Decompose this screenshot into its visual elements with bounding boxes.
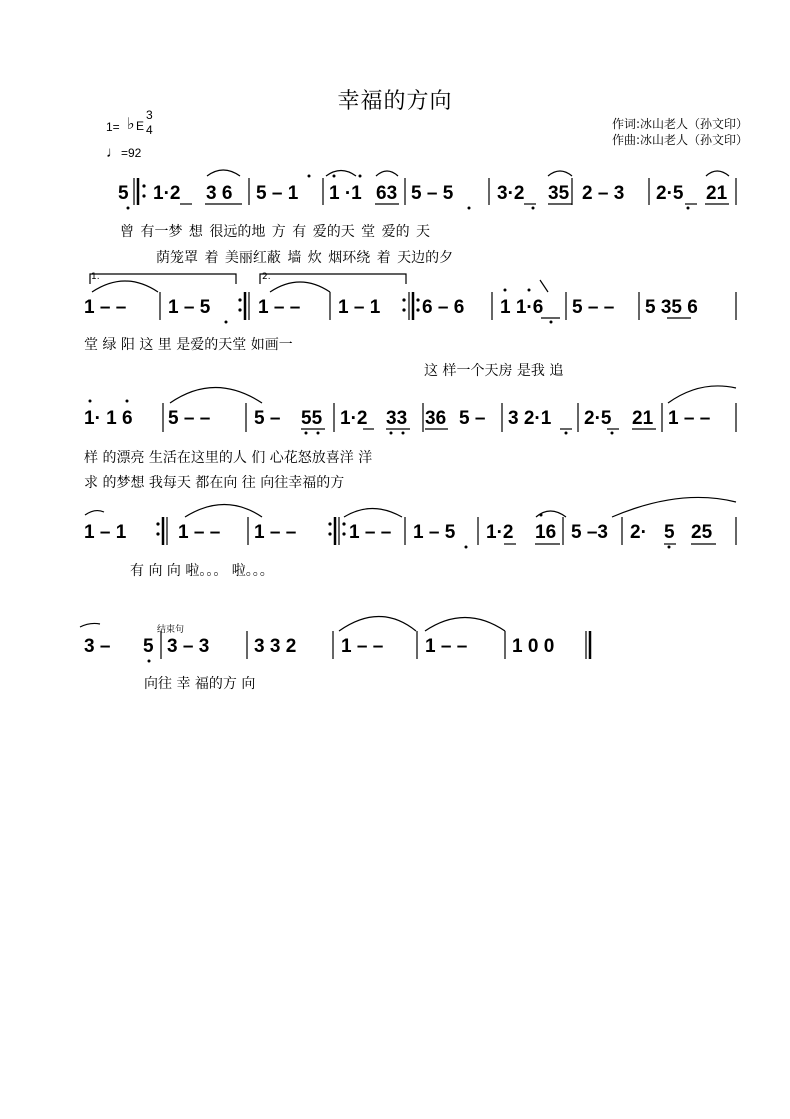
volta-second: 2. bbox=[262, 272, 271, 282]
svg-text:5 –: 5 – bbox=[459, 408, 486, 429]
svg-text:1· 1 6: 1· 1 6 bbox=[84, 408, 133, 429]
svg-text:1 – 5: 1 – 5 bbox=[413, 522, 456, 543]
svg-text:5 –: 5 – bbox=[254, 408, 281, 429]
tempo-value: =92 bbox=[121, 146, 142, 160]
svg-text:5: 5 bbox=[143, 636, 154, 657]
svg-text:5 35 6: 5 35 6 bbox=[645, 297, 698, 318]
svg-text:3 2·1: 3 2·1 bbox=[508, 408, 552, 429]
volta-first: 1. bbox=[91, 272, 100, 282]
svg-text:1 – –: 1 – – bbox=[84, 297, 127, 318]
lyric-line-5a: 向往 幸 福的方 向 bbox=[144, 676, 256, 692]
time-bottom: 4 bbox=[146, 123, 153, 137]
svg-text:1 – 5: 1 – 5 bbox=[168, 297, 211, 318]
key-note: E bbox=[136, 119, 145, 133]
svg-text:63: 63 bbox=[376, 183, 398, 204]
svg-text:1 – 1: 1 – 1 bbox=[84, 522, 127, 543]
svg-text:2 – 3: 2 – 3 bbox=[582, 183, 625, 204]
svg-text:35: 35 bbox=[548, 183, 570, 204]
svg-text:1·2: 1·2 bbox=[486, 522, 514, 543]
lyricist-credit: 作词:冰山老人（孙文印） bbox=[612, 117, 749, 131]
svg-text:1 – –: 1 – – bbox=[178, 522, 221, 543]
svg-text:5 – 1: 5 – 1 bbox=[256, 183, 299, 204]
svg-text:5 – –: 5 – – bbox=[572, 297, 615, 318]
ending-mark: 结束句 bbox=[157, 625, 185, 635]
svg-text:16: 16 bbox=[535, 522, 557, 543]
svg-text:1 – –: 1 – – bbox=[341, 636, 384, 657]
song-title: 幸福的方向 bbox=[337, 89, 453, 114]
svg-text:1 ·1: 1 ·1 bbox=[329, 183, 362, 204]
quarter-note-icon: ♩ bbox=[106, 144, 121, 161]
svg-text:1 1·6: 1 1·6 bbox=[500, 297, 544, 318]
lyric-line-4a: 有 向 向 啦。。。 啦。。。 bbox=[130, 563, 274, 579]
lyric-line-1a: 曾 有一梦 想 很远的地 方 有 爱的天 堂 爱的 天 bbox=[120, 224, 431, 240]
svg-text:2·5: 2·5 bbox=[656, 183, 684, 204]
svg-text:1 – 1: 1 – 1 bbox=[338, 297, 381, 318]
svg-text:21: 21 bbox=[706, 183, 728, 204]
svg-text:1 – –: 1 – – bbox=[668, 408, 711, 429]
svg-text:5: 5 bbox=[118, 183, 129, 204]
lyric-line-3a: 样 的漂亮 生活在这里的人 们 心花怒放喜洋 洋 bbox=[84, 450, 373, 466]
time-top: 3 bbox=[146, 108, 153, 122]
svg-text:25: 25 bbox=[691, 522, 713, 543]
svg-text:1 – –: 1 – – bbox=[425, 636, 468, 657]
key-prefix: 1= bbox=[106, 120, 120, 134]
composer-credit: 作曲:冰山老人（孙文印） bbox=[612, 133, 749, 147]
svg-text:1·2: 1·2 bbox=[340, 408, 368, 429]
svg-text:3 3 2: 3 3 2 bbox=[254, 636, 297, 657]
lyric-line-2b: 这 样一个天房 是我 追 bbox=[424, 363, 564, 379]
svg-text:1 – –: 1 – – bbox=[258, 297, 301, 318]
svg-text:5 – 5: 5 – 5 bbox=[411, 183, 454, 204]
lyric-line-3b: 求 的梦想 我每天 都在向 往 向往幸福的方 bbox=[84, 475, 345, 491]
svg-text:36: 36 bbox=[425, 408, 447, 429]
svg-text:3 – 3: 3 – 3 bbox=[167, 636, 210, 657]
svg-text:1·2: 1·2 bbox=[153, 183, 181, 204]
svg-text:1 – –: 1 – – bbox=[349, 522, 392, 543]
svg-text:21: 21 bbox=[632, 408, 654, 429]
svg-text:1 – –: 1 – – bbox=[254, 522, 297, 543]
svg-text:2·5: 2·5 bbox=[584, 408, 612, 429]
flat-icon: ♭ bbox=[127, 116, 135, 133]
svg-text:33: 33 bbox=[386, 408, 408, 429]
svg-text:3·2: 3·2 bbox=[497, 183, 525, 204]
svg-text:3 6: 3 6 bbox=[206, 183, 233, 204]
svg-text:2·: 2· bbox=[630, 522, 647, 543]
lyric-line-1b: 荫笼罩 着 美丽红蔽 墙 炊 烟环绕 着 天边的夕 bbox=[156, 250, 454, 266]
svg-text:5 – –: 5 – – bbox=[168, 408, 211, 429]
svg-text:1 0 0: 1 0 0 bbox=[512, 636, 555, 657]
svg-text:5: 5 bbox=[664, 522, 675, 543]
svg-text:6 – 6: 6 – 6 bbox=[422, 297, 465, 318]
svg-text:3 –: 3 – bbox=[84, 636, 111, 657]
lyric-line-2a: 堂 绿 阳 这 里 是爱的天堂 如画一 bbox=[84, 337, 293, 353]
svg-text:5 –3: 5 –3 bbox=[571, 522, 608, 543]
svg-text:55: 55 bbox=[301, 408, 323, 429]
